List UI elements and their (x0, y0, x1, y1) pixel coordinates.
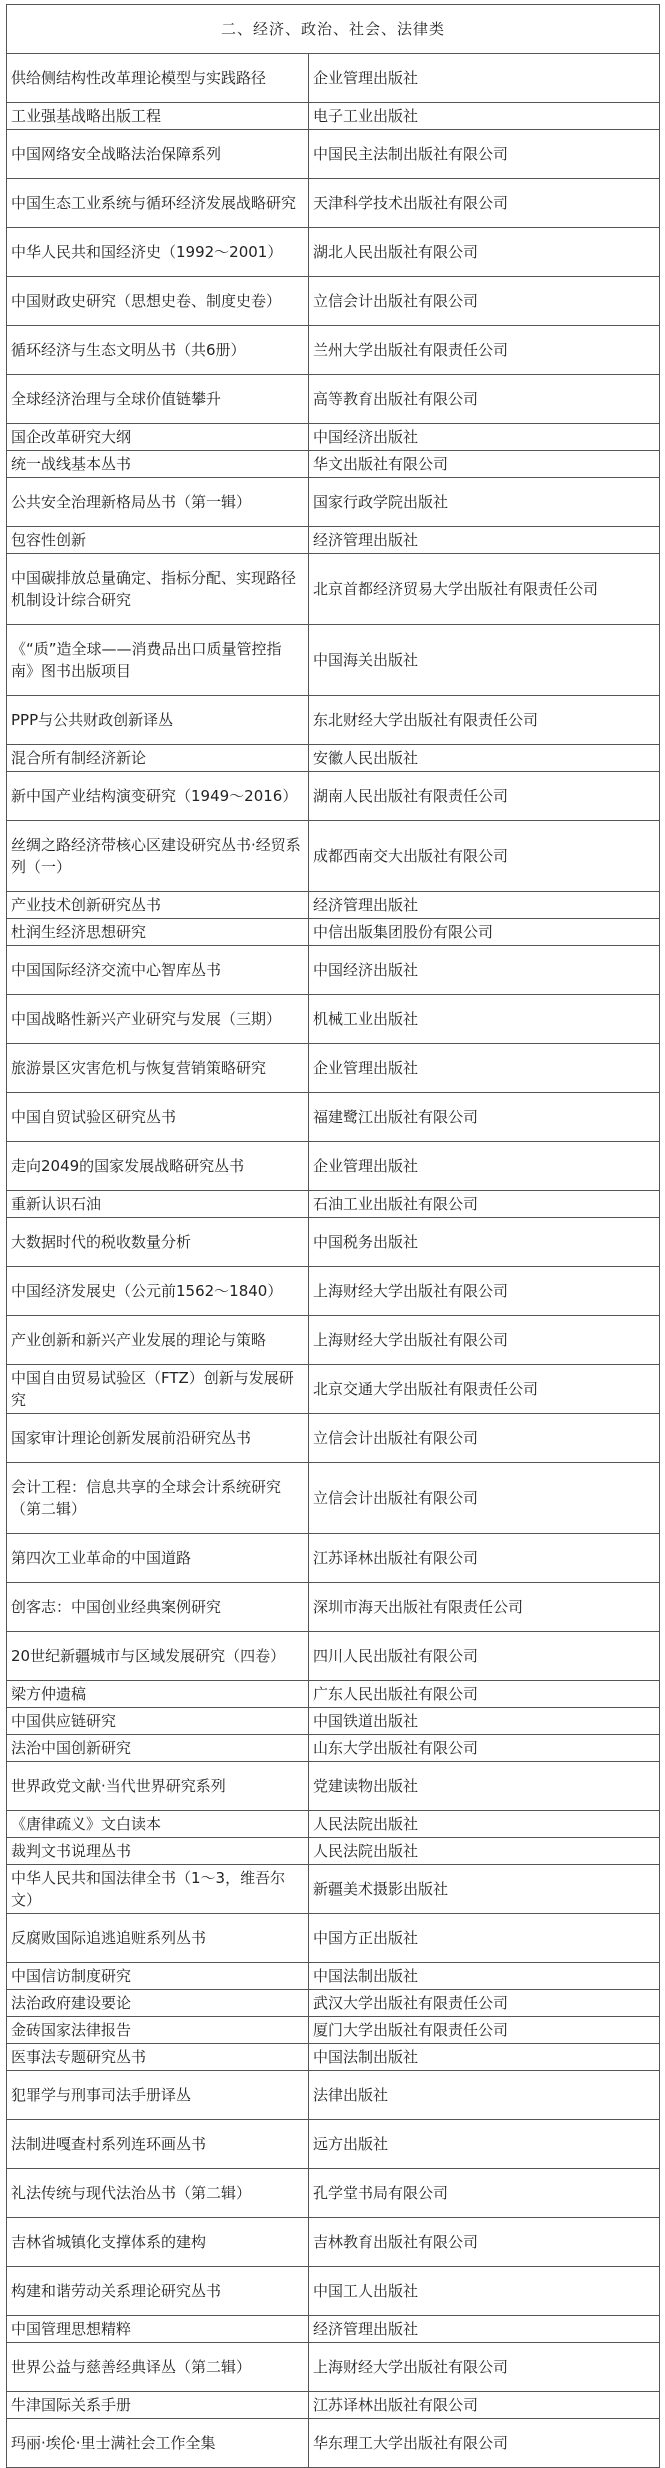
table-row (7, 277, 660, 326)
publisher-cell: 成都西南交大出版社有限公司 (309, 821, 660, 892)
publisher-cell: 安徽人民出版社 (309, 745, 660, 772)
publisher-cell: 武汉大学出版社有限责任公司 (309, 1990, 660, 2017)
table-row (7, 1463, 660, 1534)
book-title-cell: 中国碳排放总量确定、指标分配、实现路径机制设计综合研究 (7, 554, 309, 625)
publisher-cell: 企业管理出版社 (309, 1142, 660, 1191)
publisher-cell: 上海财经大学出版社有限公司 (309, 1316, 660, 1365)
table-row (7, 2218, 660, 2267)
publisher-cell: 中国海关出版社 (309, 625, 660, 696)
book-title-cell: 法治中国创新研究 (7, 1735, 309, 1762)
publisher-cell: 江苏译林出版社有限公司 (309, 2392, 660, 2419)
table-row (7, 1534, 660, 1583)
publisher-cell: 福建鹭江出版社有限公司 (309, 1093, 660, 1142)
publisher-cell: 中国法制出版社 (309, 2044, 660, 2071)
table-row (7, 478, 660, 527)
book-list-table (6, 4, 660, 2468)
book-title-cell: 新中国产业结构演变研究（1949～2016） (7, 772, 309, 821)
table-row (7, 1914, 660, 1963)
publisher-cell: 兰州大学出版社有限责任公司 (309, 326, 660, 375)
publisher-cell: 企业管理出版社 (309, 1044, 660, 1093)
publisher-cell: 深圳市海天出版社有限责任公司 (309, 1583, 660, 1632)
publisher-cell: 人民法院出版社 (309, 1838, 660, 1865)
book-title-cell: 中华人民共和国法律全书（1～3，维吾尔文） (7, 1865, 309, 1914)
book-title-cell: 丝绸之路经济带核心区建设研究丛书·经贸系列（一） (7, 821, 309, 892)
publisher-cell: 石油工业出版社有限公司 (309, 1191, 660, 1218)
table-row (7, 1865, 660, 1914)
book-title-cell: 世界政党文献·当代世界研究系列 (7, 1762, 309, 1811)
book-title-cell: 法治政府建设要论 (7, 1990, 309, 2017)
book-title-cell: 中华人民共和国经济史（1992～2001） (7, 228, 309, 277)
table-row (7, 2120, 660, 2169)
book-title-cell: 全球经济治理与全球价值链攀升 (7, 375, 309, 424)
table-row (7, 130, 660, 179)
publisher-cell: 立信会计出版社有限公司 (309, 1414, 660, 1463)
book-title-cell: 工业强基战略出版工程 (7, 103, 309, 130)
book-title-cell: 国家审计理论创新发展前沿研究丛书 (7, 1414, 309, 1463)
book-title-cell: 礼法传统与现代法治丛书（第二辑） (7, 2169, 309, 2218)
book-title-cell: 循环经济与生态文明丛书（共6册） (7, 326, 309, 375)
publisher-cell: 山东大学出版社有限公司 (309, 1735, 660, 1762)
publisher-cell: 经济管理出版社 (309, 892, 660, 919)
publisher-cell: 北京交通大学出版社有限责任公司 (309, 1365, 660, 1414)
publisher-cell: 人民法院出版社 (309, 1811, 660, 1838)
book-title-cell: 中国信访制度研究 (7, 1963, 309, 1990)
book-title-cell: 玛丽·埃伦·里士满社会工作全集 (7, 2419, 309, 2468)
table-row (7, 228, 660, 277)
table-row (7, 424, 660, 451)
book-title-cell: 走向2049的国家发展战略研究丛书 (7, 1142, 309, 1191)
publisher-cell: 中国民主法制出版社有限公司 (309, 130, 660, 179)
book-title-cell: 产业创新和新兴产业发展的理论与策略 (7, 1316, 309, 1365)
publisher-cell: 中国经济出版社 (309, 424, 660, 451)
publisher-cell: 中国税务出版社 (309, 1218, 660, 1267)
book-title-cell: 《“质”造全球——消费品出口质量管控指南》图书出版项目 (7, 625, 309, 696)
book-title-cell: 杜润生经济思想研究 (7, 919, 309, 946)
table-row (7, 919, 660, 946)
publisher-cell: 企业管理出版社 (309, 54, 660, 103)
book-title-cell: 统一战线基本丛书 (7, 451, 309, 478)
publisher-cell: 东北财经大学出版社有限责任公司 (309, 696, 660, 745)
book-title-cell: 世界公益与慈善经典译丛（第二辑） (7, 2343, 309, 2392)
publisher-cell: 北京首都经济贸易大学出版社有限责任公司 (309, 554, 660, 625)
table-body (7, 5, 660, 2468)
table-row (7, 1093, 660, 1142)
table-row (7, 527, 660, 554)
publisher-cell: 立信会计出版社有限公司 (309, 277, 660, 326)
table-row (7, 946, 660, 995)
publisher-cell: 上海财经大学出版社有限公司 (309, 1267, 660, 1316)
publisher-cell: 中国法制出版社 (309, 1963, 660, 1990)
publisher-cell: 高等教育出版社有限公司 (309, 375, 660, 424)
table-row (7, 995, 660, 1044)
table-row (7, 1583, 660, 1632)
book-title-cell: PPP与公共财政创新译丛 (7, 696, 309, 745)
book-title-cell: 裁判文书说理丛书 (7, 1838, 309, 1865)
section-title: 二、经济、政治、社会、法律类 (7, 5, 660, 54)
table-row (7, 892, 660, 919)
book-title-cell: 包容性创新 (7, 527, 309, 554)
publisher-cell: 中国工人出版社 (309, 2267, 660, 2316)
table-row (7, 1044, 660, 1093)
table-row (7, 554, 660, 625)
book-title-cell: 《唐律疏义》文白读本 (7, 1811, 309, 1838)
publisher-cell: 电子工业出版社 (309, 103, 660, 130)
publisher-cell: 机械工业出版社 (309, 995, 660, 1044)
table-row (7, 625, 660, 696)
table-row (7, 1811, 660, 1838)
publisher-cell: 党建读物出版社 (309, 1762, 660, 1811)
publisher-cell: 法律出版社 (309, 2071, 660, 2120)
table-row (7, 1990, 660, 2017)
publisher-cell: 远方出版社 (309, 2120, 660, 2169)
publisher-cell: 江苏译林出版社有限公司 (309, 1534, 660, 1583)
table-row (7, 1708, 660, 1735)
book-title-cell: 第四次工业革命的中国道路 (7, 1534, 309, 1583)
book-title-cell: 中国经济发展史（公元前1562～1840） (7, 1267, 309, 1316)
publisher-cell: 广东人民出版社有限公司 (309, 1681, 660, 1708)
document-page (6, 4, 659, 2468)
table-row (7, 1838, 660, 1865)
table-row (7, 1735, 660, 1762)
publisher-cell: 经济管理出版社 (309, 2316, 660, 2343)
publisher-cell: 四川人民出版社有限公司 (309, 1632, 660, 1681)
book-title-cell: 中国自由贸易试验区（FTZ）创新与发展研究 (7, 1365, 309, 1414)
publisher-cell: 湖北人民出版社有限公司 (309, 228, 660, 277)
table-row (7, 1414, 660, 1463)
book-title-cell: 大数据时代的税收数量分析 (7, 1218, 309, 1267)
book-title-cell: 公共安全治理新格局丛书（第一辑） (7, 478, 309, 527)
book-title-cell: 反腐败国际追逃追赃系列丛书 (7, 1914, 309, 1963)
table-row (7, 2419, 660, 2468)
table-row (7, 2044, 660, 2071)
book-title-cell: 法制进嘎查村系列连环画丛书 (7, 2120, 309, 2169)
table-row (7, 103, 660, 130)
book-title-cell: 产业技术创新研究丛书 (7, 892, 309, 919)
book-title-cell: 混合所有制经济新论 (7, 745, 309, 772)
book-title-cell: 创客志：中国创业经典案例研究 (7, 1583, 309, 1632)
book-title-cell: 医事法专题研究丛书 (7, 2044, 309, 2071)
book-title-cell: 国企改革研究大纲 (7, 424, 309, 451)
book-title-cell: 重新认识石油 (7, 1191, 309, 1218)
book-title-cell: 中国供应链研究 (7, 1708, 309, 1735)
table-row (7, 2017, 660, 2044)
table-row (7, 2071, 660, 2120)
publisher-cell: 天津科学技术出版社有限公司 (309, 179, 660, 228)
book-title-cell: 中国管理思想精粹 (7, 2316, 309, 2343)
publisher-cell: 新疆美术摄影出版社 (309, 1865, 660, 1914)
publisher-cell: 中国方正出版社 (309, 1914, 660, 1963)
table-row (7, 2316, 660, 2343)
publisher-cell: 国家行政学院出版社 (309, 478, 660, 527)
book-title-cell: 会计工程：信息共享的全球会计系统研究（第二辑） (7, 1463, 309, 1534)
table-row (7, 54, 660, 103)
publisher-cell: 华文出版社有限公司 (309, 451, 660, 478)
table-row (7, 2169, 660, 2218)
book-title-cell: 中国财政史研究（思想史卷、制度史卷） (7, 277, 309, 326)
table-row (7, 375, 660, 424)
book-title-cell: 金砖国家法律报告 (7, 2017, 309, 2044)
publisher-cell: 中国铁道出版社 (309, 1708, 660, 1735)
table-row (7, 2267, 660, 2316)
table-row (7, 179, 660, 228)
table-row (7, 821, 660, 892)
book-title-cell: 中国自贸试验区研究丛书 (7, 1093, 309, 1142)
table-row (7, 696, 660, 745)
table-row (7, 1191, 660, 1218)
table-row (7, 1267, 660, 1316)
book-title-cell: 吉林省城镇化支撑体系的建构 (7, 2218, 309, 2267)
table-row (7, 1365, 660, 1414)
publisher-cell: 中信出版集团股份有限公司 (309, 919, 660, 946)
book-title-cell: 供给侧结构性改革理论模型与实践路径 (7, 54, 309, 103)
book-title-cell: 犯罪学与刑事司法手册译丛 (7, 2071, 309, 2120)
table-row (7, 2343, 660, 2392)
publisher-cell: 中国经济出版社 (309, 946, 660, 995)
table-row (7, 1142, 660, 1191)
table-row (7, 1316, 660, 1365)
table-row (7, 1632, 660, 1681)
publisher-cell: 经济管理出版社 (309, 527, 660, 554)
table-row (7, 326, 660, 375)
publisher-cell: 孔学堂书局有限公司 (309, 2169, 660, 2218)
table-row (7, 2392, 660, 2419)
book-title-cell: 牛津国际关系手册 (7, 2392, 309, 2419)
table-row (7, 1762, 660, 1811)
table-row (7, 451, 660, 478)
book-title-cell: 中国网络安全战略法治保障系列 (7, 130, 309, 179)
book-title-cell: 构建和谐劳动关系理论研究丛书 (7, 2267, 309, 2316)
book-title-cell: 梁方仲遗稿 (7, 1681, 309, 1708)
publisher-cell: 湖南人民出版社有限责任公司 (309, 772, 660, 821)
book-title-cell: 20世纪新疆城市与区域发展研究（四卷） (7, 1632, 309, 1681)
table-row (7, 1681, 660, 1708)
publisher-cell: 华东理工大学出版社有限公司 (309, 2419, 660, 2468)
table-row (7, 772, 660, 821)
book-title-cell: 中国国际经济交流中心智库丛书 (7, 946, 309, 995)
publisher-cell: 吉林教育出版社有限公司 (309, 2218, 660, 2267)
book-title-cell: 中国战略性新兴产业研究与发展（三期） (7, 995, 309, 1044)
table-row (7, 1218, 660, 1267)
publisher-cell: 厦门大学出版社有限责任公司 (309, 2017, 660, 2044)
book-title-cell: 中国生态工业系统与循环经济发展战略研究 (7, 179, 309, 228)
publisher-cell: 立信会计出版社有限公司 (309, 1463, 660, 1534)
book-title-cell: 旅游景区灾害危机与恢复营销策略研究 (7, 1044, 309, 1093)
section-title-row (7, 5, 660, 54)
table-row (7, 1963, 660, 1990)
publisher-cell: 上海财经大学出版社有限公司 (309, 2343, 660, 2392)
table-row (7, 745, 660, 772)
